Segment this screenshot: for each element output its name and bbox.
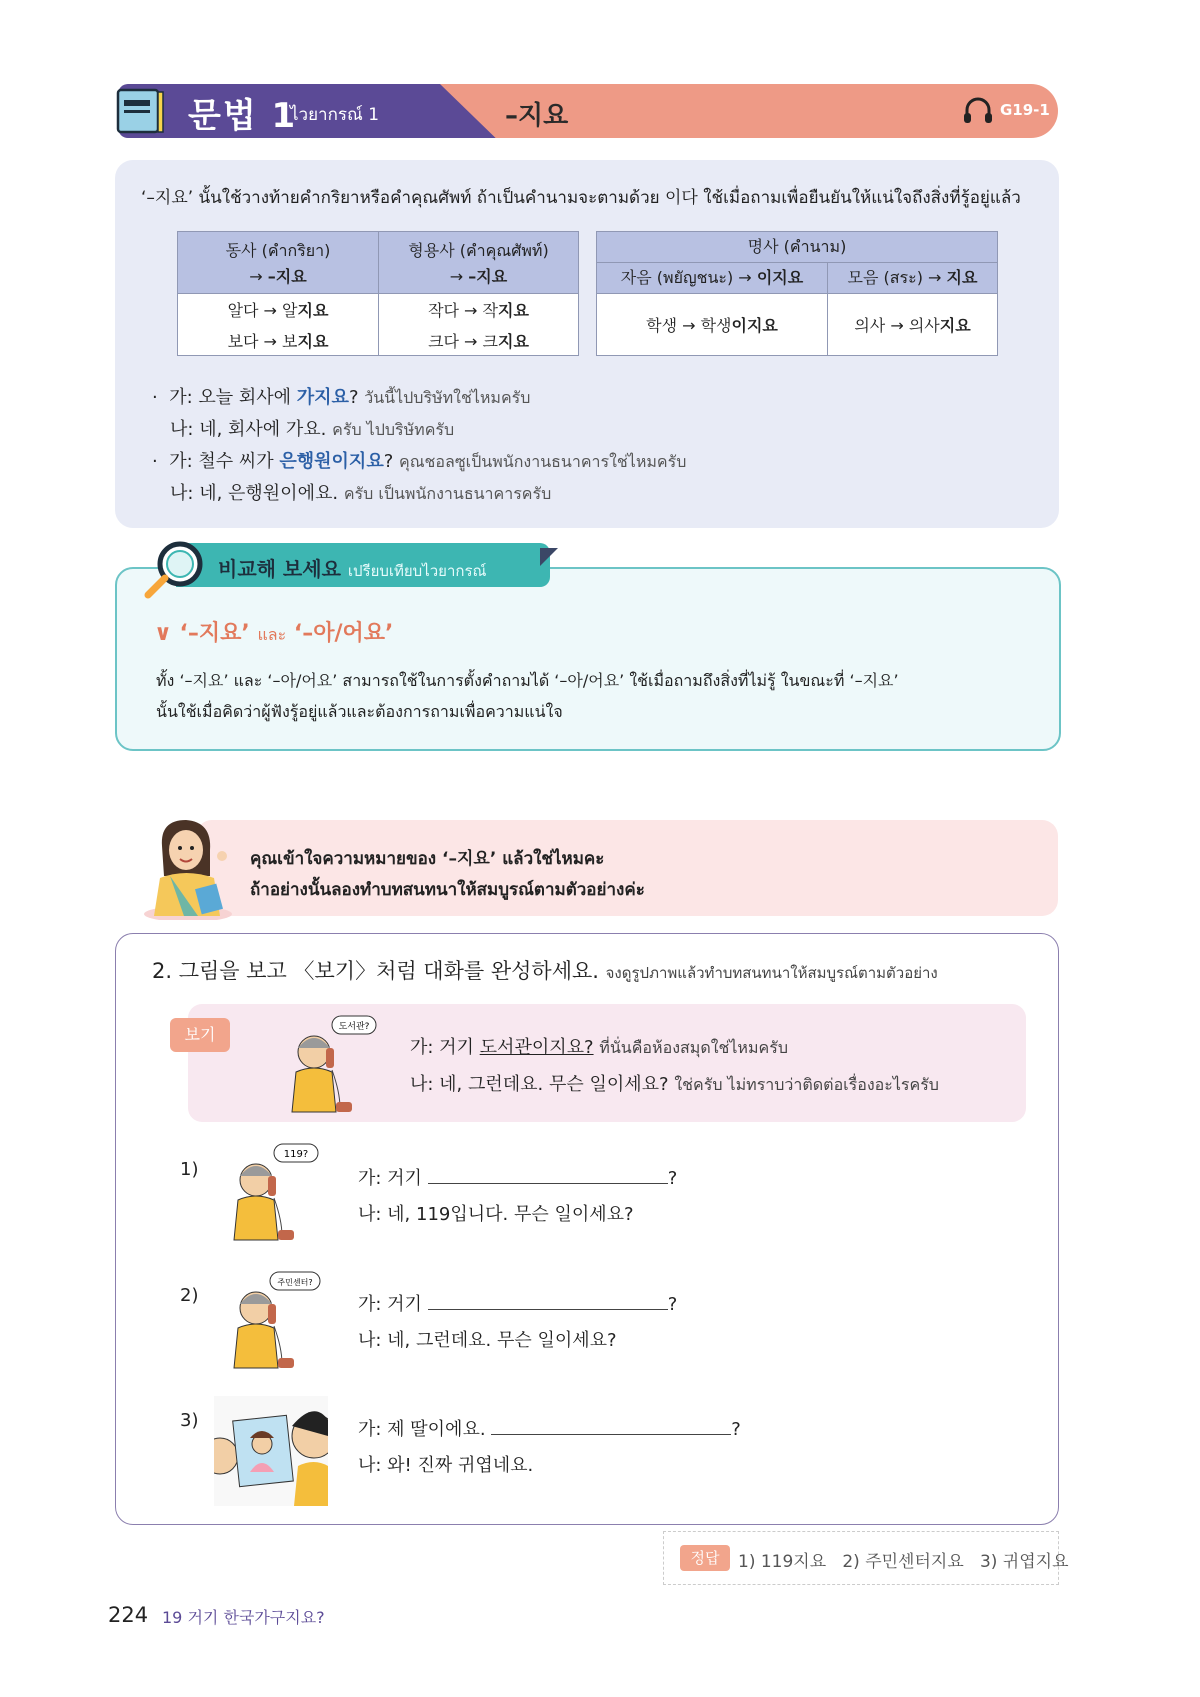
magnifier-icon xyxy=(142,540,206,602)
item-number: 2) xyxy=(180,1285,199,1306)
noun-table xyxy=(596,231,998,356)
compare-text-line1: ทั้ง ‘–지요’ และ ‘–아/어요’ สามารถใช้ในการตั้งคำถามได้ ‘–아/어요’ ใช้เมื่อถามถึงสิ่งที่ไม่รู้ ในขณะที่ ‘–지요’ xyxy=(156,671,899,690)
speech-bubble-text: 도서관? xyxy=(338,1022,370,1032)
vowel-example: 의사 → 의사지요 xyxy=(828,294,998,356)
grammar-description: ‘–지요’ นั้นใช้วางท้ายคำกริยาหรือคำคุณศัพท์ ถ้าเป็นคำนามจะตามด้วย 이다 ใช้เมื่อถามเพื่อยืนยันให้แน่ใจถึงสิ่งที่รู้อยู่แล้ว xyxy=(141,188,1021,208)
item-line-b: 나: 와! 진짜 귀엽네요. xyxy=(358,1455,534,1476)
man-phone-illustration xyxy=(222,1142,322,1242)
headphone-icon[interactable] xyxy=(962,96,994,124)
audio-track-code[interactable]: G19-1 xyxy=(1000,101,1050,119)
consonant-example: 학생 → 학생이지요 xyxy=(597,294,828,356)
verb-header: 동사 (คำกริยา) → –지요 xyxy=(178,232,379,294)
verb-adjective-table xyxy=(177,231,579,356)
example-line: · 가: 철수 씨가 은행원이지요? คุณชอลซูเป็นพนักงานธนาคารใช่ไหมครับ xyxy=(152,451,687,472)
example-line-a: 가: 거기 도서관이지요? ที่นั่นคือห้องสมุดใช่ไหมครับ xyxy=(410,1037,788,1058)
item-line-a: 가: 거기 ? xyxy=(358,1163,677,1190)
chapter-title: 19 거기 한국가구지요? xyxy=(162,1608,325,1627)
exercise-title: 2. 그림을 보고 〈보기〉처럼 대화를 완성하세요. จงดูรูปภาพแล้วทำบทสนทนาให้สมบูรณ์ตามตัวอย่าง xyxy=(152,959,938,983)
item-line-a: 가: 제 딸이에요. ? xyxy=(358,1414,741,1441)
man-phone-illustration xyxy=(222,1270,322,1370)
grammar-subtitle: ไวยากรณ์ 1 xyxy=(290,105,380,125)
teacher-illustration xyxy=(140,816,236,920)
adjective-examples: 작다 → 작지요 크다 → 크지요 xyxy=(379,294,579,356)
compare-tab-fold xyxy=(540,548,558,566)
teacher-line2: ถ้าอย่างนั้นลองทำบทสนทนาให้สมบูรณ์ตามตัวอย่างค่ะ xyxy=(250,880,645,900)
item-line-b: 나: 네, 그런데요. 무슨 일이세요? xyxy=(358,1330,617,1351)
example-line-b: 나: 네, 그런데요. 무슨 일이세요? ใช่ครับ ไม่ทราบว่าติดต่อเรื่องอะไรครับ xyxy=(410,1074,939,1095)
item-number: 3) xyxy=(180,1410,199,1431)
answer-blank[interactable] xyxy=(428,1163,668,1184)
item-number: 1) xyxy=(180,1159,199,1180)
book-icon xyxy=(116,86,166,136)
noun-header: 명사 (คำนาม) xyxy=(597,232,998,263)
teacher-line1: คุณเข้าใจความหมายของ ‘–지요’ แล้วใช่ไหมคะ xyxy=(250,849,605,869)
compare-subtitle: ∨ ‘–지요’ และ ‘–아/어요’ xyxy=(154,621,394,646)
example-line: 나: 네, 회사에 가요. ครับ ไปบริษัทครับ xyxy=(170,419,455,440)
speech-bubble-text: 119? xyxy=(283,1149,309,1160)
example-line: 나: 네, 은행원이에요. ครับ เป็นพนักงานธนาคารครับ xyxy=(170,483,552,504)
answer-blank[interactable] xyxy=(428,1289,668,1310)
page-number: 224 xyxy=(108,1603,149,1627)
answer-blank[interactable] xyxy=(491,1414,731,1435)
speech-bubble-text: 주민센터? xyxy=(277,1278,313,1287)
check-icon: ∨ xyxy=(154,621,172,646)
adjective-header: 형용사 (คำคุณศัพท์) → –지요 xyxy=(379,232,579,294)
example-label: 보기 xyxy=(170,1018,230,1052)
vowel-header: 모음 (สระ) → 지요 xyxy=(828,263,998,294)
man-phone-illustration xyxy=(280,1014,380,1114)
photo-show-illustration xyxy=(214,1396,328,1506)
grammar-title: 문법 1 xyxy=(188,96,298,136)
compare-title: 비교해 보세요 เปรียบเทียบไวยากรณ์ xyxy=(218,557,487,581)
answer-key-label: 정답 xyxy=(680,1545,730,1571)
item-line-b: 나: 네, 119입니다. 무슨 일이세요? xyxy=(358,1204,634,1225)
answer-key-text: 1) 119지요 2) 주민센터지요 3) 귀엽지요 xyxy=(738,1552,1069,1572)
verb-examples: 알다 → 알지요 보다 → 보지요 xyxy=(178,294,379,356)
grammar-topic: –지요 xyxy=(505,101,569,131)
item-line-a: 가: 거기 ? xyxy=(358,1289,677,1316)
compare-text-line2: นั้นใช้เมื่อคิดว่าผู้ฟังรู้อยู่แล้วและต้องการถามเพื่อความแน่ใจ xyxy=(156,702,563,721)
example-line: · 가: 오늘 회사에 가지요? วันนี้ไปบริษัทใช่ไหมครับ xyxy=(152,387,531,408)
consonant-header: 자음 (พยัญชนะ) → 이지요 xyxy=(597,263,828,294)
